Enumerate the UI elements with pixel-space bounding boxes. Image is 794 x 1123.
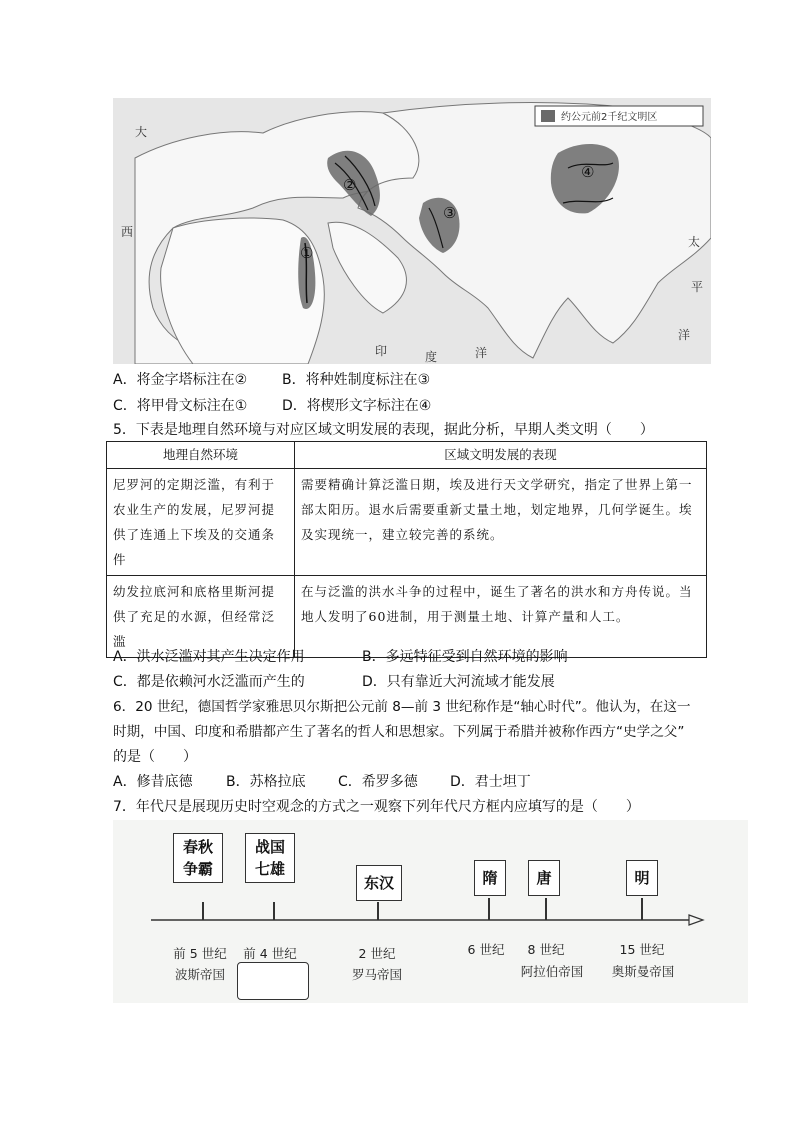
timeline-box-zhanguo — [245, 833, 295, 883]
map-legend-label: 约公元前2千纪文明区 — [561, 112, 658, 123]
timeline-tick — [641, 898, 643, 920]
q6-option-a[interactable]: A．修昔底德 — [113, 774, 193, 790]
timeline-century-label: 8 世纪 — [527, 942, 565, 957]
timeline-century-label: 15 世纪 — [619, 942, 665, 957]
table-header-cell: 区域文明发展的表现 — [295, 442, 707, 469]
box-text: 春秋 — [182, 838, 213, 856]
timeline-century-label: 前 4 世纪 — [243, 946, 297, 961]
q6-stem-line: 的是（ ） — [113, 749, 197, 765]
map-marker: ④ — [581, 163, 595, 181]
answer-blank-box[interactable] — [237, 962, 309, 1000]
civilization-map — [113, 98, 711, 364]
map-ocean-label: 洋 — [678, 328, 691, 342]
map-graphic — [113, 98, 711, 364]
box-text: 战国 — [254, 838, 285, 856]
box-text: 唐 — [536, 869, 552, 887]
q5-option-a[interactable]: A．洪水泛滥对其产生决定作用 — [113, 649, 305, 665]
map-ocean-label: 平 — [691, 280, 704, 294]
table-cell: 幼发拉底河和底格里斯河提供了充足的水源，但经常泛滥 — [107, 576, 295, 658]
timeline-empire-label: 奥斯曼帝国 — [611, 964, 675, 979]
map-marker: ① — [300, 244, 314, 262]
q4-option-c[interactable]: C．将甲骨文标注在① — [113, 398, 248, 414]
timeline-tick — [273, 902, 275, 920]
timeline-tick — [545, 898, 547, 920]
q6-stem-line: 6．20 世纪，德国哲学家雅思贝尔斯把公元前 8—前 3 世纪称作是“轴心时代”。他认为，在这一 — [113, 699, 691, 715]
civilization-table — [106, 441, 707, 658]
map-ocean-label: 洋 — [475, 346, 488, 360]
timeline — [113, 820, 748, 1003]
timeline-tick — [202, 902, 204, 920]
timeline-box-tang — [528, 860, 560, 896]
timeline-box-chunqiu — [173, 833, 223, 883]
q4-option-b[interactable]: B．将种姓制度标注在③ — [282, 372, 431, 388]
q5-option-d[interactable]: D．只有靠近大河流域才能发展 — [362, 674, 555, 690]
q7-stem: 7．年代尺是展现历史时空观念的方式之一观察下列年代尺方框内应填写的是（ ） — [113, 799, 640, 815]
map-ocean-label: 太 — [688, 235, 701, 249]
box-text: 七雄 — [254, 860, 285, 878]
table-row — [107, 576, 707, 658]
map-marker: ② — [343, 176, 357, 194]
timeline-box-donghan — [356, 865, 402, 901]
timeline-box-ming — [626, 860, 658, 896]
q6-option-c[interactable]: C．希罗多德 — [338, 774, 418, 790]
table-cell: 在与泛滥的洪水斗争的过程中，诞生了著名的洪水和方舟传说。当地人发明了60进制，用于测量土地、计算产量和人工。 — [295, 576, 707, 658]
timeline-empire-label: 阿拉伯帝国 — [520, 964, 584, 979]
table-cell: 尼罗河的定期泛滥，有利于农业生产的发展，尼罗河提供了连通上下埃及的交通条件 — [107, 469, 295, 576]
box-text: 隋 — [482, 869, 498, 887]
q6-stem-line: 时期，中国、印度和希腊都产生了著名的哲人和思想家。下列属于希腊并被称作西方“史学之父” — [113, 724, 685, 740]
q6-option-b[interactable]: B．苏格拉底 — [226, 774, 306, 790]
box-text: 明 — [634, 869, 650, 887]
q4-option-d[interactable]: D．将楔形文字标注在④ — [282, 398, 432, 414]
table-row — [107, 469, 707, 576]
map-ocean-label: 西 — [121, 225, 134, 239]
map-marker: ③ — [443, 204, 457, 222]
q5-stem: 5．下表是地理自然环境与对应区域文明发展的表现，据此分析，早期人类文明（ ） — [113, 422, 654, 438]
timeline-empire-label: 罗马帝国 — [351, 967, 402, 982]
box-text: 争霸 — [182, 860, 213, 878]
map-ocean-label: 大 — [135, 125, 148, 139]
q4-option-a[interactable]: A．将金字塔标注在② — [113, 372, 248, 388]
timeline-century-label: 前 5 世纪 — [173, 946, 227, 961]
map-ocean-label: 度 — [425, 350, 438, 364]
timeline-box-sui — [474, 860, 506, 896]
timeline-tick — [488, 898, 490, 920]
q5-option-c[interactable]: C．都是依赖河水泛滥而产生的 — [113, 674, 305, 690]
map-ocean-label: 印 — [375, 344, 388, 358]
timeline-century-label: 6 世纪 — [467, 942, 505, 957]
timeline-tick — [377, 902, 379, 920]
timeline-empire-label: 波斯帝国 — [174, 967, 225, 982]
table-cell: 需要精确计算泛滥日期，埃及进行天文学研究，指定了世界上第一部太阳历。退水后需要重新丈量土地，划定地界，几何学诞生。埃及实现统一，建立较完善的系统。 — [295, 469, 707, 576]
timeline-century-label: 2 世纪 — [358, 946, 396, 961]
table-header-row — [107, 442, 707, 469]
q5-option-b[interactable]: B．多远特征受到自然环境的影响 — [362, 649, 568, 665]
q6-option-d[interactable]: D．君士坦丁 — [450, 774, 531, 790]
table-header-cell: 地理自然环境 — [107, 442, 295, 469]
box-text: 东汉 — [363, 874, 394, 892]
